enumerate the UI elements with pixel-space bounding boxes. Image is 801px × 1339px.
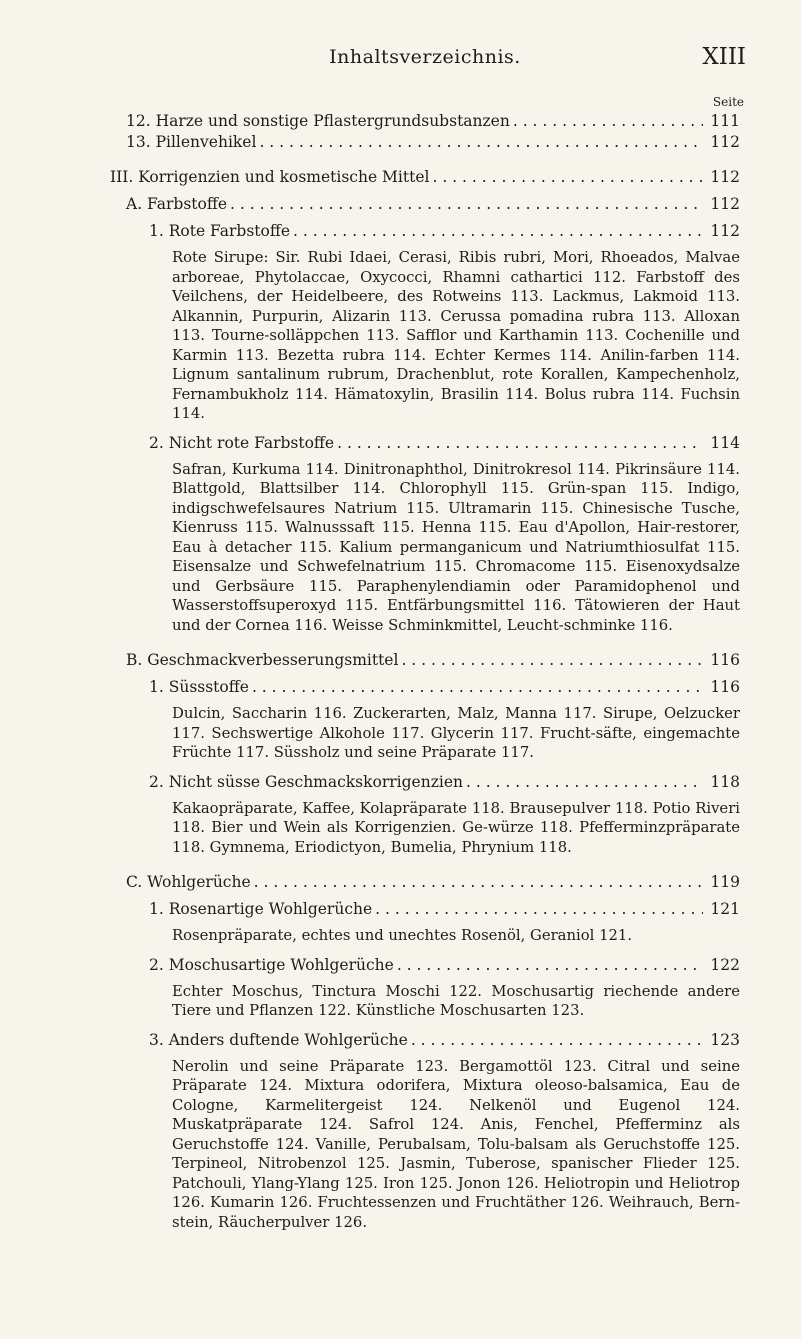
toc-entry (110, 221, 740, 242)
toc-entry-description: Kakaopräparate, Kaffee, Kolapräparate 118. Brausepulver 118. Potio Riveri 118. Bier und Wein als Korrigenzien. Ge-würze 118. Pfefferminzpräparate 118. Gymnema, Eriodictyon, Bumelia, Phrynium 118. (172, 799, 740, 856)
toc-subsection (110, 194, 740, 215)
toc-entry (110, 677, 740, 698)
toc-entry-page: 112 (710, 222, 740, 240)
toc-entry-label: 3. Anders duftende Wohlgerüche (149, 1030, 408, 1049)
toc-entry-page: 112 (710, 168, 740, 186)
toc-content (110, 95, 744, 1241)
dot-leader (411, 1030, 703, 1051)
toc-entry-page: 114 (710, 433, 740, 452)
dot-leader (401, 650, 703, 671)
dot-leader (375, 899, 703, 920)
toc-entry-label: 1. Rote Farbstoffe (149, 222, 291, 240)
toc-entry-description: Nerolin und seine Präparate 123. Bergamottöl 123. Citral und seine Präparate 124. Mixtura odorifera, Mixtura oleoso-balsamica, Eau de Cologne, Karmelitergeist 124. Nelkenöl und Eugenol 124. Muskatpräparate 124. Safrol 124. Anis, Fenchel, Pfefferminz als Geruchstoffe 124. Vanille, Perubalsam, Tolu-balsam als Geruchstoffe 125. Terpineol, Nitrobenzol 125. Jasmin, Tuberose, spanischer Flieder 125. Patchouli, Ylang-Ylang 125. Iron 125. Jonon 126. Heliotropin und Heliotrop 126. Kumarin 126. Fruchtessenzen und Fruchtäther 126. Weihrauch, Bern-stein, Räucherpulver 126. (172, 1057, 740, 1231)
toc-entry-label: B. Geschmackverbesserungsmittel (126, 651, 399, 669)
toc-subsection (110, 872, 740, 893)
dot-leader (259, 132, 703, 153)
toc-entry (110, 1030, 740, 1051)
toc-entry-label: A. Farbstoffe (126, 195, 228, 213)
dot-leader (432, 167, 703, 188)
toc-entry-page: 118 (710, 772, 740, 791)
toc-entry-description: Rote Sirupe: Sir. Rubi Idaei, Cerasi, Ribis rubri, Mori, Rhoeados, Malvae arboreae, Phytolaccae, Oxycocci, Rhamni cathartici 112. Farbstoff des Veilchens, der Heidelbeere, des Rotweins 113. Lackmus, Lakmoid 113. Alkannin, Purpurin, Alizarin 113. Cerussa pomadina rubra 113. Alloxan 113. Tourne-solläppchen 113. Safflor und Karthamin 113. Cochenille und Karmin 113. Bezetta rubra 114. Echter Kermes 114. Anilin-farben 114. Lignum santalinum rubrum, Drachenblut, rote Korallen, Kampechenholz, Fernambukholz 114. Hämatoxylin, Brasilin 114. Bolus rubra 114. Fuchsin 114. (172, 249, 740, 422)
page-column-label: Seite (712, 95, 744, 109)
toc-section (110, 167, 740, 188)
toc-entry-page: 111 (710, 112, 740, 130)
toc-entry (110, 955, 740, 976)
dot-leader (254, 872, 703, 893)
dot-leader (397, 955, 703, 976)
header-page-number: XIII (702, 44, 746, 70)
toc-entry-label: 1. Rosenartige Wohlgerüche (149, 900, 373, 918)
toc-entry-page: 116 (710, 678, 740, 696)
dot-leader (466, 772, 703, 793)
dot-leader (513, 111, 703, 132)
toc-entry (110, 772, 740, 793)
header-title: Inhaltsverzeichnis. (329, 46, 521, 68)
toc-entry-label: C. Wohlgerüche (126, 873, 251, 891)
dot-leader (337, 433, 703, 454)
toc-entry-description: Safran, Kurkuma 114. Dinitronaphthol, Dinitrokresol 114. Pikrinsäure 114. Blattgold, Blattsilber 114. Chlorophyll 115. Grün-span 115. Indigo, indigschwefelsaures Natrium 115. Ultramarin 115. Chinesische Tusche, Kienruss 115. Walnusssaft 115. Henna 115. Eau d'Apollon, Hair-restorer, Eau à detacher 115. Kalium permanganicum und Natriumthiosulfat 115. Eisensalze und Schwefelnatrium 115. Chromacome 115. Eisenoxydsalze und Gerbsäure 115. Paraphenylendiamin oder Paramidophenol und Wasserstoffsuperoxyd 115. Entfärbungsmittel 116. Tätowieren der Haut und der Cornea 116. Weisse Schminkmittel, Leucht-schminke 116. (172, 460, 740, 634)
toc-entry-page: 119 (710, 873, 740, 891)
toc-entry-page: 116 (710, 651, 740, 669)
running-header (110, 44, 746, 76)
toc-entry-page: 112 (710, 195, 740, 213)
toc-entry-page: 122 (710, 955, 740, 974)
toc-entry-label: 2. Moschusartige Wohlgerüche (149, 955, 394, 974)
toc-entry (110, 433, 740, 454)
toc-entry-page: 112 (710, 133, 740, 151)
toc-entry-label: 2. Nicht süsse Geschmackskorrigenzien (149, 772, 463, 791)
dot-leader (252, 677, 703, 698)
toc-entry-description: Echter Moschus, Tinctura Moschi 122. Moschusartig riechende andere Tiere und Pflanzen 122. Künstliche Moschusarten 123. (172, 982, 740, 1019)
toc-entry-label: III. Korrigenzien und kosmetische Mittel (110, 168, 430, 186)
toc-entry-label: 2. Nicht rote Farbstoffe (149, 433, 335, 452)
toc-entry-description: Rosenpräparate, echtes und unechtes Rosenöl, Geraniol 121. (172, 927, 633, 944)
dot-leader (230, 194, 703, 215)
toc-entry (110, 111, 740, 132)
toc-entry (110, 132, 740, 153)
toc-entry (110, 899, 740, 920)
toc-entry-description: Dulcin, Saccharin 116. Zuckerarten, Malz, Manna 117. Sirupe, Oelzucker 117. Sechswertige Alkohole 117. Glycerin 117. Frucht-säfte, eingemachte Früchte 117. Süssholz und seine Präparate 117. (172, 705, 740, 761)
toc-entry-label: 13. Pillenvehikel (126, 133, 257, 151)
toc-entry-page: 123 (710, 1030, 740, 1049)
toc-entry-label: 1. Süssstoffe (149, 678, 249, 696)
dot-leader (293, 221, 703, 242)
toc-entry-label: 12. Harze und sonstige Pflastergrundsubstanzen (126, 112, 510, 130)
toc-subsection (110, 650, 740, 671)
toc-entry-page: 121 (710, 900, 740, 918)
